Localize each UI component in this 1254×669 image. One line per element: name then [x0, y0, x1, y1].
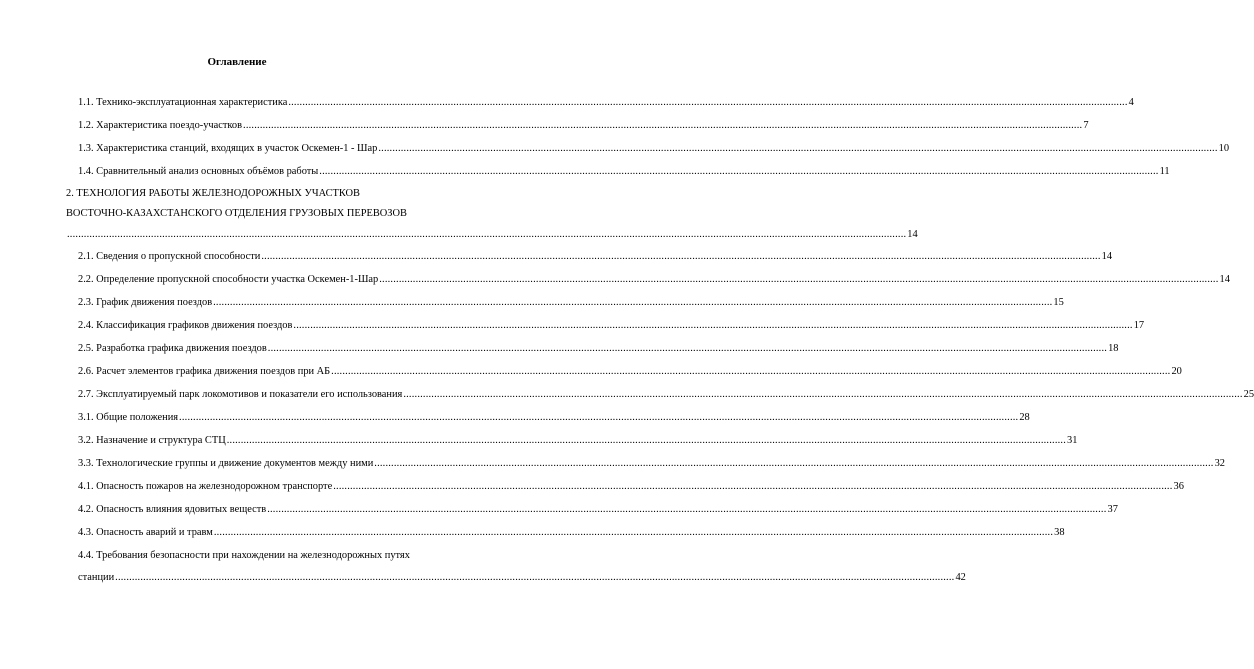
dot-leader: ............................................................................................................................................................................................................................................................................................................ [226, 435, 1067, 446]
dot-leader: ............................................................................................................................................................................................................................................................................................................ [293, 320, 1133, 331]
dot-leader: ............................................................................................................................................................................................................................................................................................................ [331, 366, 1171, 377]
toc-entry-page: 17 [1133, 320, 1145, 331]
dot-leader: ............................................................................................................................................................................................................................................................................................................ [213, 297, 1053, 308]
dot-leader: ............................................................................................................................................................................................................................................................................................................ [179, 412, 1019, 423]
toc-entry [78, 503, 1118, 516]
dot-leader: ............................................................................................................................................................................................................................................................................................................ [115, 572, 955, 583]
toc-entry-page: 14 [1219, 274, 1230, 285]
toc-entry [78, 319, 1145, 332]
toc-entry-text-cont: станции [78, 572, 115, 583]
toc-entry-text: 2.7. Эксплуатируемый парк локомотивов и показатели его использования [78, 389, 403, 400]
toc-entry-page: 4 [1128, 97, 1134, 108]
dot-leader: ............................................................................................................................................................................................................................................................................................................ [374, 458, 1214, 469]
toc-entry-page: 37 [1107, 504, 1118, 515]
dot-leader: ............................................................................................................................................................................................................................................................................................................ [319, 166, 1159, 177]
dot-leader: ............................................................................................................................................................................................................................................................................................................ [378, 143, 1218, 154]
dot-leader: ............................................................................................................................................................................................................................................................................................................ [243, 120, 1083, 131]
toc-entry-text: 4.2. Опасность влияния ядовитых веществ [78, 504, 267, 515]
toc-entry-page: 31 [1067, 435, 1078, 446]
toc-entry-text: 4.4. Требования безопасности при нахождении на железнодорожных путях [78, 550, 410, 561]
toc-entry-text: 2.1. Сведения о пропускной способности [78, 251, 261, 262]
toc-entry-text-cont: ВОСТОЧНО-КАЗАХСТАНСКОГО ОТДЕЛЕНИЯ ГРУЗОВЫХ ПЕРЕВОЗОВ [66, 208, 407, 219]
toc-chapter-entry [66, 187, 918, 241]
toc-entry [78, 96, 1134, 109]
dot-leader: ............................................................................................................................................................................................................................................................................................................ [213, 527, 1054, 538]
toc-entry-text: 3.2. Назначение и структура СТЦ [78, 435, 226, 446]
toc-entry [78, 411, 1030, 424]
toc-entry [78, 434, 1078, 447]
toc-entry [78, 250, 1113, 263]
toc-entry-page: 20 [1171, 366, 1182, 377]
toc-entry-page: 42 [955, 572, 966, 583]
toc-entry-text: 1.3. Характеристика станций, входящих в участок Оскемен-1 - Шар [78, 143, 378, 154]
toc-entry [78, 549, 966, 584]
toc-entry-page: 10 [1218, 143, 1230, 154]
toc-entry-text: 4.1. Опасность пожаров на железнодорожном транспорте [78, 481, 333, 492]
toc-entry [78, 457, 1225, 470]
dot-leader: ............................................................................................................................................................................................................................................................................................................ [379, 274, 1219, 285]
toc-entry [78, 388, 1254, 401]
dot-leader: ............................................................................................................................................................................................................................................................................................................ [67, 229, 907, 240]
dot-leader: ............................................................................................................................................................................................................................................................................................................ [403, 389, 1243, 400]
toc-entry [78, 142, 1230, 155]
toc-entry-text: 2.4. Классификация графиков движения поездов [78, 320, 293, 331]
toc-entry-page: 32 [1214, 458, 1225, 469]
toc-entry-page: 11 [1159, 166, 1170, 177]
toc-entry-text: 2.2. Определение пропускной способности участка Оскемен-1-Шар [78, 274, 379, 285]
toc-entry-page: 25 [1243, 389, 1254, 400]
toc-entry [78, 365, 1182, 378]
toc-entry [78, 119, 1089, 132]
toc-entry-text: 3.1. Общие положения [78, 412, 179, 423]
toc-entry-page: 14 [907, 229, 918, 240]
toc-entry-page: 38 [1054, 527, 1065, 538]
toc-entry-page: 7 [1083, 120, 1089, 131]
toc-entry-text: 1.4. Сравнительный анализ основных объёмов работы [78, 166, 319, 177]
toc-entry-text: 1.1. Технико-эксплуатационная характеристика [78, 97, 288, 108]
toc-entry [78, 480, 1184, 493]
toc-entry-text: 1.2. Характеристика поездо-участков [78, 120, 243, 131]
toc-entry-page: 15 [1053, 297, 1064, 308]
toc-entry-text: 2. ТЕХНОЛОГИЯ РАБОТЫ ЖЕЛЕЗНОДОРОЖНЫХ УЧАСТКОВ [66, 188, 360, 199]
toc-entry-text: 2.5. Разработка графика движения поездов [78, 343, 267, 354]
toc-entry [78, 526, 1065, 539]
dot-leader: ............................................................................................................................................................................................................................................................................................................ [288, 97, 1128, 108]
toc-entry-page: 28 [1019, 412, 1030, 423]
toc-entry [78, 165, 1170, 178]
toc-entry-text: 2.6. Расчет элементов графика движения поездов при АБ [78, 366, 331, 377]
toc-entry [78, 273, 1230, 286]
toc-title: Оглавление [207, 56, 267, 68]
dot-leader: ............................................................................................................................................................................................................................................................................................................ [267, 343, 1108, 354]
toc-entry-page: 14 [1101, 251, 1113, 262]
dot-leader: ............................................................................................................................................................................................................................................................................................................ [267, 504, 1107, 515]
toc-entry-text: 2.3. График движения поездов [78, 297, 213, 308]
toc-entry-text: 4.3. Опасность аварий и травм [78, 527, 213, 538]
dot-leader: ............................................................................................................................................................................................................................................................................................................ [261, 251, 1101, 262]
toc-entry-page: 36 [1173, 481, 1184, 492]
dot-leader: ............................................................................................................................................................................................................................................................................................................ [333, 481, 1173, 492]
toc-entry [78, 296, 1064, 309]
toc-entry [78, 342, 1119, 355]
toc-entry-text: 3.3. Технологические группы и движение документов между ними [78, 458, 374, 469]
toc-entry-page: 18 [1108, 343, 1119, 354]
